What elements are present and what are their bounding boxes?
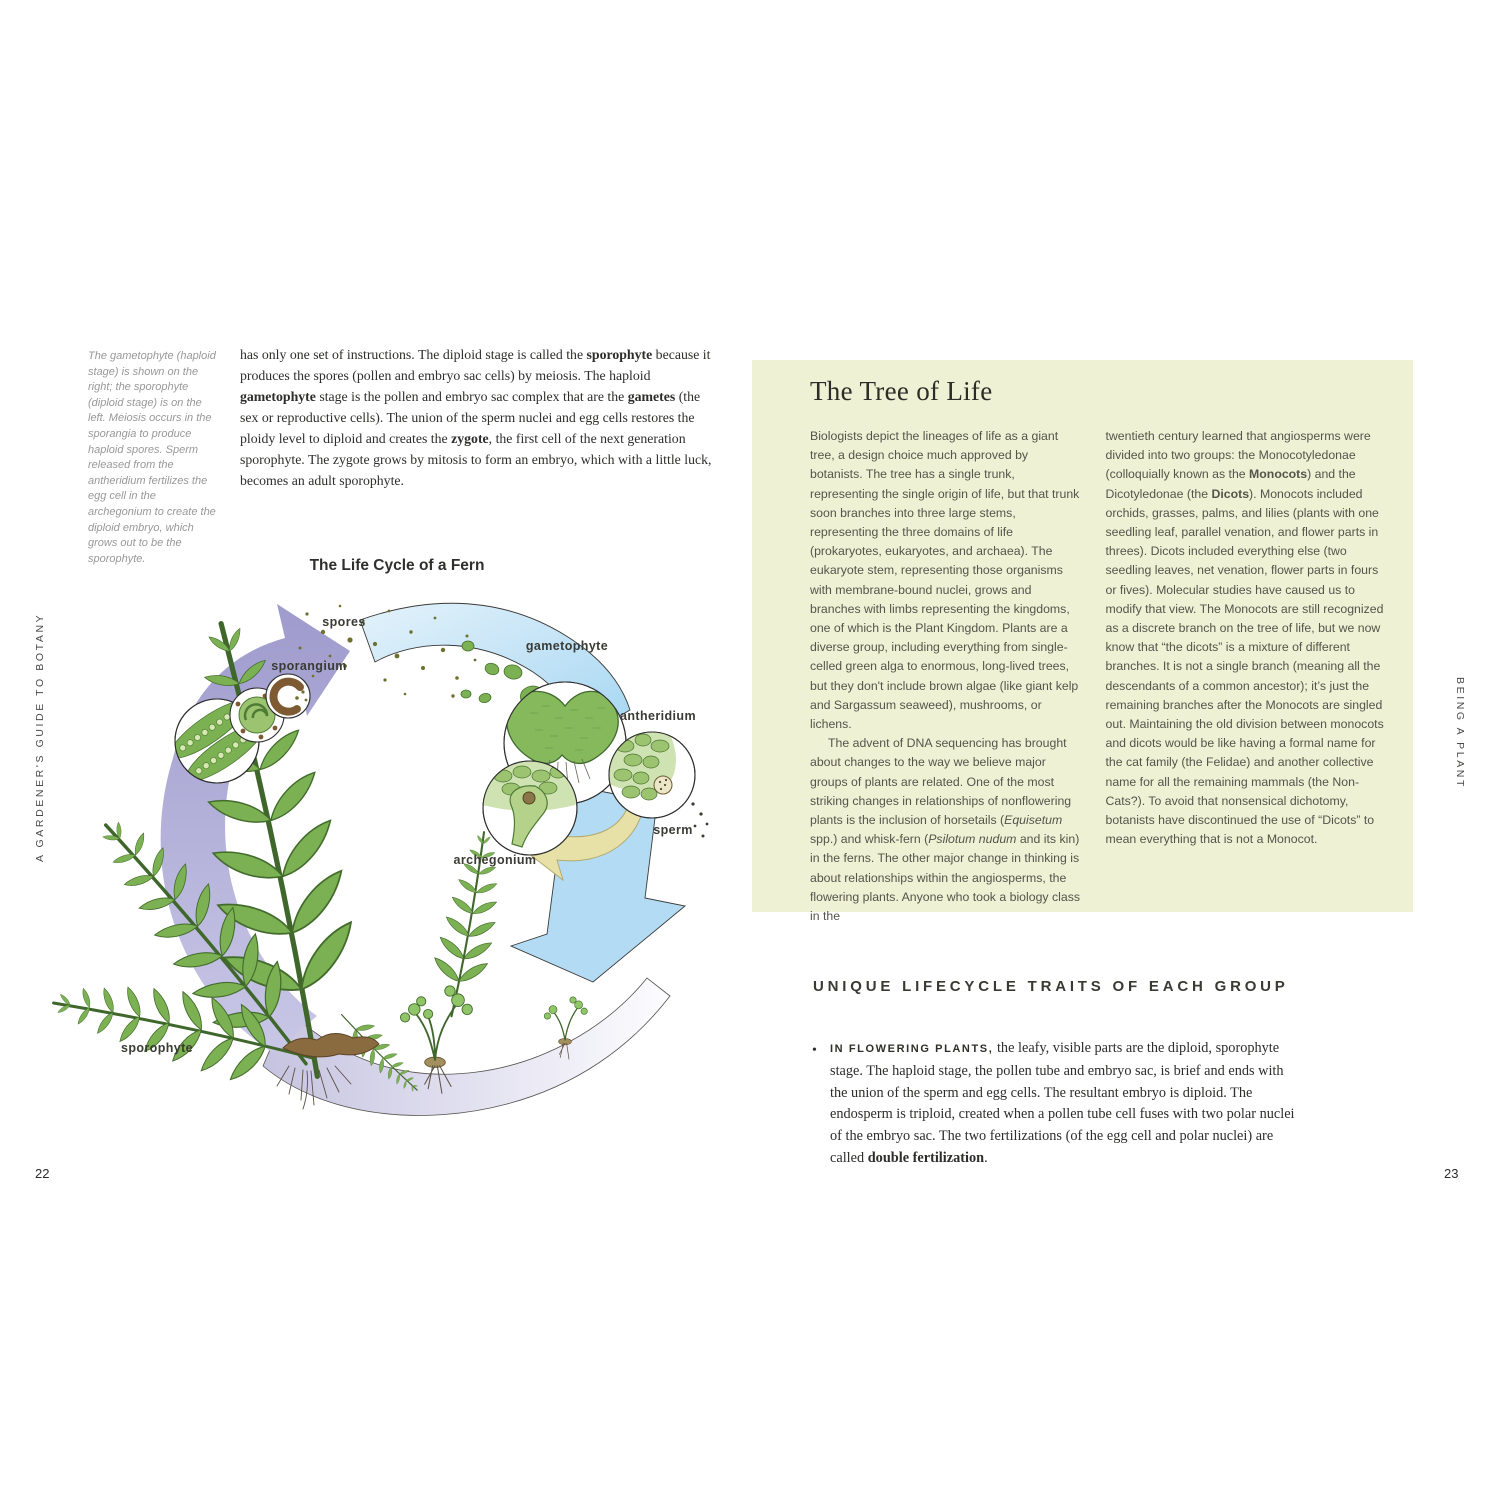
- box-columns: [810, 427, 1386, 926]
- fern-lifecycle-diagram: [45, 548, 710, 1140]
- label-archegonium: archegonium: [453, 853, 537, 867]
- tree-of-life-box: [752, 360, 1413, 924]
- diagram-title: The Life Cycle of a Fern: [309, 557, 485, 574]
- margin-note: The gametophyte (haploid stage) is shown on the right; the sporophyte (diploid stage) is on the left. Meiosis occurs in the sporangia to produce haploid spores. Sperm released from the antheridium fertilizes the egg cell in the archegonium to create the diploid embryo, which grows out to be the sporophyte.: [88, 350, 216, 565]
- right-edge-running-title: BEING A PLANT: [1454, 676, 1466, 789]
- label-antheridium: antheridium: [620, 709, 696, 723]
- label-sporangium: sporangium: [271, 659, 347, 673]
- box-column-1: [810, 427, 1083, 926]
- intro-paragraph: has only one set of instructions. The diploid stage is called the sporophyte because it produces the spores (pollen and embryo sac cells) by meiosis. The haploid gametophyte stage is the pollen and embryo sac complex that are the gametes (the sex or reproductive cells). The union of the sperm nuclei and egg cells restores the ploidy level to diploid and creates the zygote, the first cell of the next generation sporophyte. The zygote grows by mitosis to form an embryo, which with a little luck, becomes an adult sporophyte.: [240, 347, 712, 488]
- label-sperm: sperm: [653, 823, 693, 837]
- label-sporophyte: sporophyte: [120, 1041, 194, 1055]
- traits-section-title: UNIQUE LIFECYCLE TRAITS OF EACH GROUP: [813, 978, 1289, 995]
- box-col1-paragraph-2: The advent of DNA sequencing has brought about changes to the way we believe major groups of plants are related. One of the most striking changes in relationships of nonflowering plants is the inclusion of horsetails (Equisetum spp.) and whisk-fern (Psilotum nudum and its kin) in the ferns. The other major change in thinking is about relationships within the angiosperms, the flowering plants. Anyone who took a biology class in the: [810, 736, 1081, 924]
- box-column-2: [1106, 427, 1387, 926]
- traits-bullet: • IN FLOWERING PLANTS, the leafy, visible parts are the diploid, sporophyte stage. The haploid stage, the pollen tube and embryo sac, is brief and ends with the union of the sperm and egg cells. The resultant embryo is diploid. The endosperm is triploid, created when a pollen tube cell fuses with two polar nuclei of the embryo sac. The two fertilizations (of the egg cell and polar nuclei) are called double fertilization.: [812, 1038, 1302, 1170]
- label-gametophyte: gametophyte: [525, 639, 609, 653]
- sperm-dots: [691, 802, 708, 837]
- sporangium-inset: [266, 674, 310, 718]
- label-spores: spores: [322, 615, 366, 629]
- page-number-right: 23: [1444, 1166, 1459, 1181]
- left-edge-running-title: A GARDENER'S GUIDE TO BOTANY: [34, 612, 46, 863]
- box-col2-paragraph: twentieth century learned that angiosperms were divided into two groups: the Monocotyledonae (colloquially known as the Monocots) and the Dicotyledonae (the Dicots). Monocots included orchids, grasses, palms, and lilies (plants with one seedling leaf, parallel venation, and flower parts in threes). Dicots included everything else (two seedling leaves, net venation, flower parts in fours or fives). Molecular studies have caused us to modify that view. The Monocots are still recognized as a discrete branch on the tree of life, but we now know that “the dicots” is a mixture of different branches. It is not a single branch (meaning all the descendants of a common ancestor); it’s just the remaining branches after the Monocots are singled out. Maintaining the old division between monocots and dicots would be like having a formal name for the cat family (the Felidae) and another collective name for all the remaining mammals (the Non-Cats?). To avoid that nonsensical dichotomy, botanists have discontinued the use of “Dicots” to mean everything that is not a Monocot.: [1105, 429, 1384, 847]
- box-col1-paragraph-1: Biologists depict the lineages of life as a giant tree, a design choice much approved by botanists. The tree has a single trunk, representing the single origin of life, but that trunk soon branches into three large stems, representing the three domains of life (prokaryotes, eukaryotes, and archaea). The eukaryote stem, representing those organisms with membrane-bound nuclei, grows and branches with limbs representing the kingdoms, one of which is the Plant Kingdom. Plants are a diverse group, including everything from single-celled green alga to enormous, long-lived trees, but they don't include brown algae (like giant kelp and Sargassum seaweed), mushrooms, or lichens.: [810, 429, 1080, 732]
- page-number-left: 22: [35, 1166, 50, 1181]
- box-title: The Tree of Life: [810, 376, 993, 406]
